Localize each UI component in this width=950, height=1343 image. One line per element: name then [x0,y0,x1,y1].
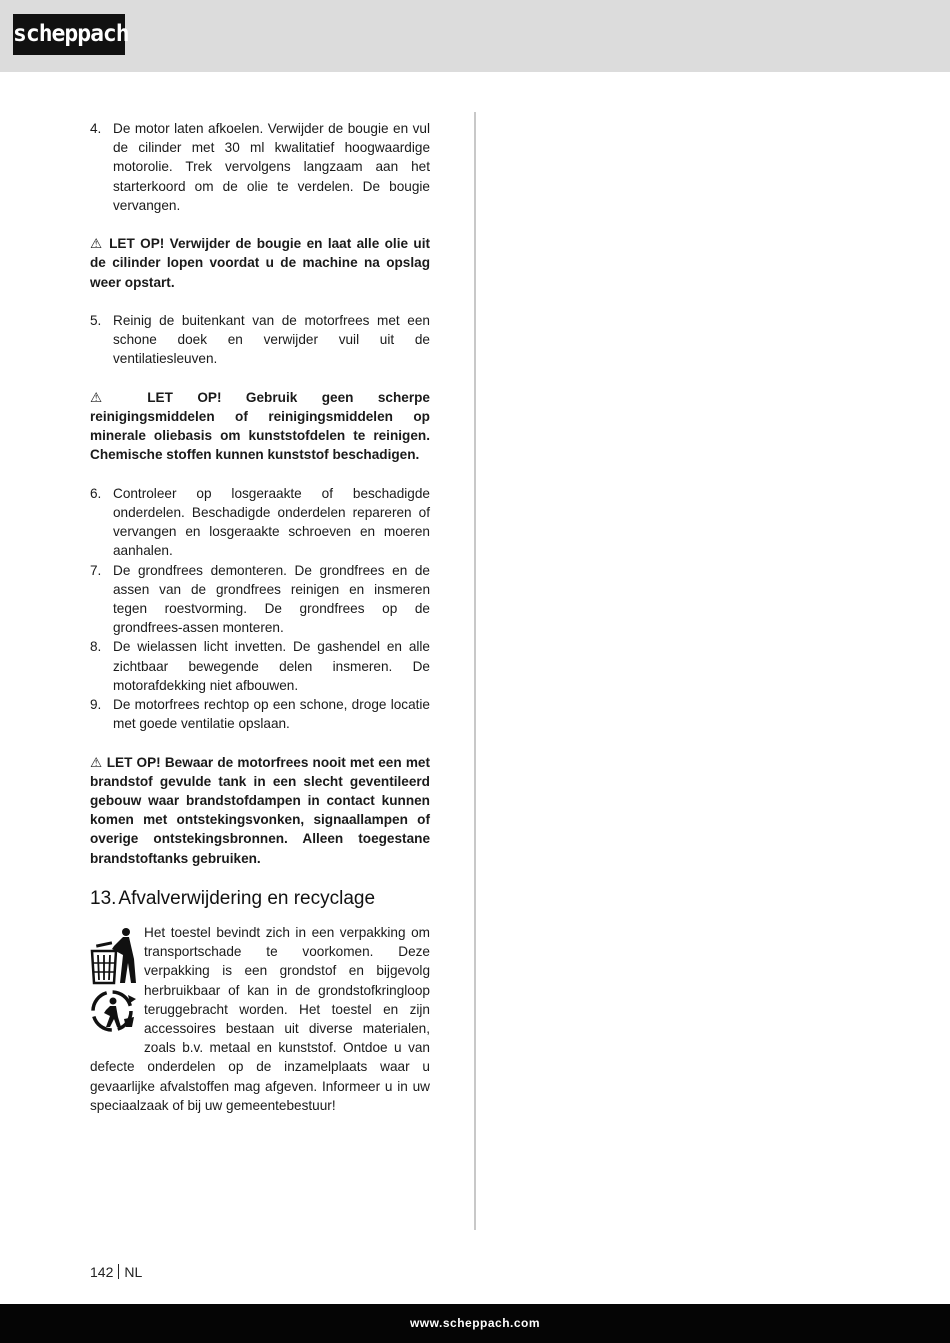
list-text: De motorfrees rechtop op een schone, droge locatie met goede ventilatie opslaan. [113,697,430,732]
list-text: Reinig de buitenkant van de motorfrees met een schone doek en verwijder vuil uit de ventilatiesleuven. [113,313,430,367]
list-number: 5. [90,313,102,328]
column-divider [474,112,476,1230]
recycle-text: Het toestel bevindt zich in een verpakking om transportschade te voorkomen. Deze verpakking is een grondstof en bijgevolg herbruikbaar of kan in de grondstofkringloop teruggebracht worden. Het toestel en zijn accessoires bestaan uit diverse materialen, zoals b.v. metaal en kunststof. Ontdoe u van defecte onderdelen op de inzamelplaats waar u gevaarlijke afvalstoffen mag afgeven. Informeer u in uw speciaalzaak of bij uw gemeentebestuur! [90,925,430,1113]
list-text: Controleer op losgeraakte of beschadigde onderdelen. Beschadigde onderdelen repareren of vervangen en losgeraakte schroeven en moeren aanhalen. [113,485,430,559]
page-number: 142 [90,1264,114,1280]
list-item [90,311,430,369]
warning-text: LET OP! Verwijder de bougie en laat alle olie uit de cilinder lopen voordat u de machine na opslag weer opstart. [90,236,430,290]
section-title: Afvalverwijdering en recyclage [118,888,376,910]
disposal-icons [90,925,142,1041]
list-number: 9. [90,697,102,713]
separator [118,1264,119,1279]
list-text: De motor laten afkoelen. Verwijder de bougie en vul de cilinder met 30 ml kwalitatief hoogwaardige motorolie. Trek vervolgens langzaam aan het starterkoord om de olie te verdelen. De bougie vervangen. [113,121,430,213]
left-column [90,119,430,1115]
list-item [90,561,430,638]
list-number: 7. [90,562,102,578]
list-text: De grondfrees demonteren. De grondfrees en de assen van de grondfrees reinigen en insmeren tegen roestvorming. De grondfrees op de grondfrees-assen monteren. [113,562,430,636]
warning-text: LET OP! Bewaar de motorfrees nooit met een met brandstof gevulde tank in een slecht geventileerd gebouw waar brandstofdampen in contact kunnen komen met ontstekingsvonken, signaallampen of overige ontstekingsbronnen. Alleen toegestane brandstoftanks gebruiken. [90,754,430,866]
warning-notice [90,753,430,868]
page-footer [90,1264,142,1280]
warning-text: LET OP! Gebruik geen scherpe reinigingsmiddelen of reinigingsmiddelen op minerale oliebasis om kunststofdelen te reinigen. Chemische stoffen kunnen kunststof beschadigen. [90,389,430,463]
recycle-paragraph [90,923,430,1115]
warning-triangle-icon: ⚠ [90,236,104,252]
list-number: 4. [90,121,102,136]
section-number: 13. [90,888,117,910]
list-number: 8. [90,639,102,655]
brand-logo[interactable]: scheppach [13,14,125,55]
header-band [0,0,950,72]
list-item [90,484,430,561]
list-item [90,119,430,215]
warning-triangle-icon: ⚠ [90,754,103,770]
list-item [90,695,430,733]
list-item [90,637,430,695]
list-number: 6. [90,485,102,501]
warning-triangle-icon: ⚠ [90,389,123,405]
language-code: NL [124,1264,143,1280]
warning-notice [90,234,430,292]
section-heading [90,887,430,911]
website-link[interactable]: www.scheppach.com [409,1316,541,1330]
list-text: De wielassen licht invetten. De gashendel en alle zichtbaar bewegende delen insmeren. De motorafdekking niet afbouwen. [113,639,430,693]
warning-notice [90,388,430,465]
recycle-person-icon [90,989,140,1037]
